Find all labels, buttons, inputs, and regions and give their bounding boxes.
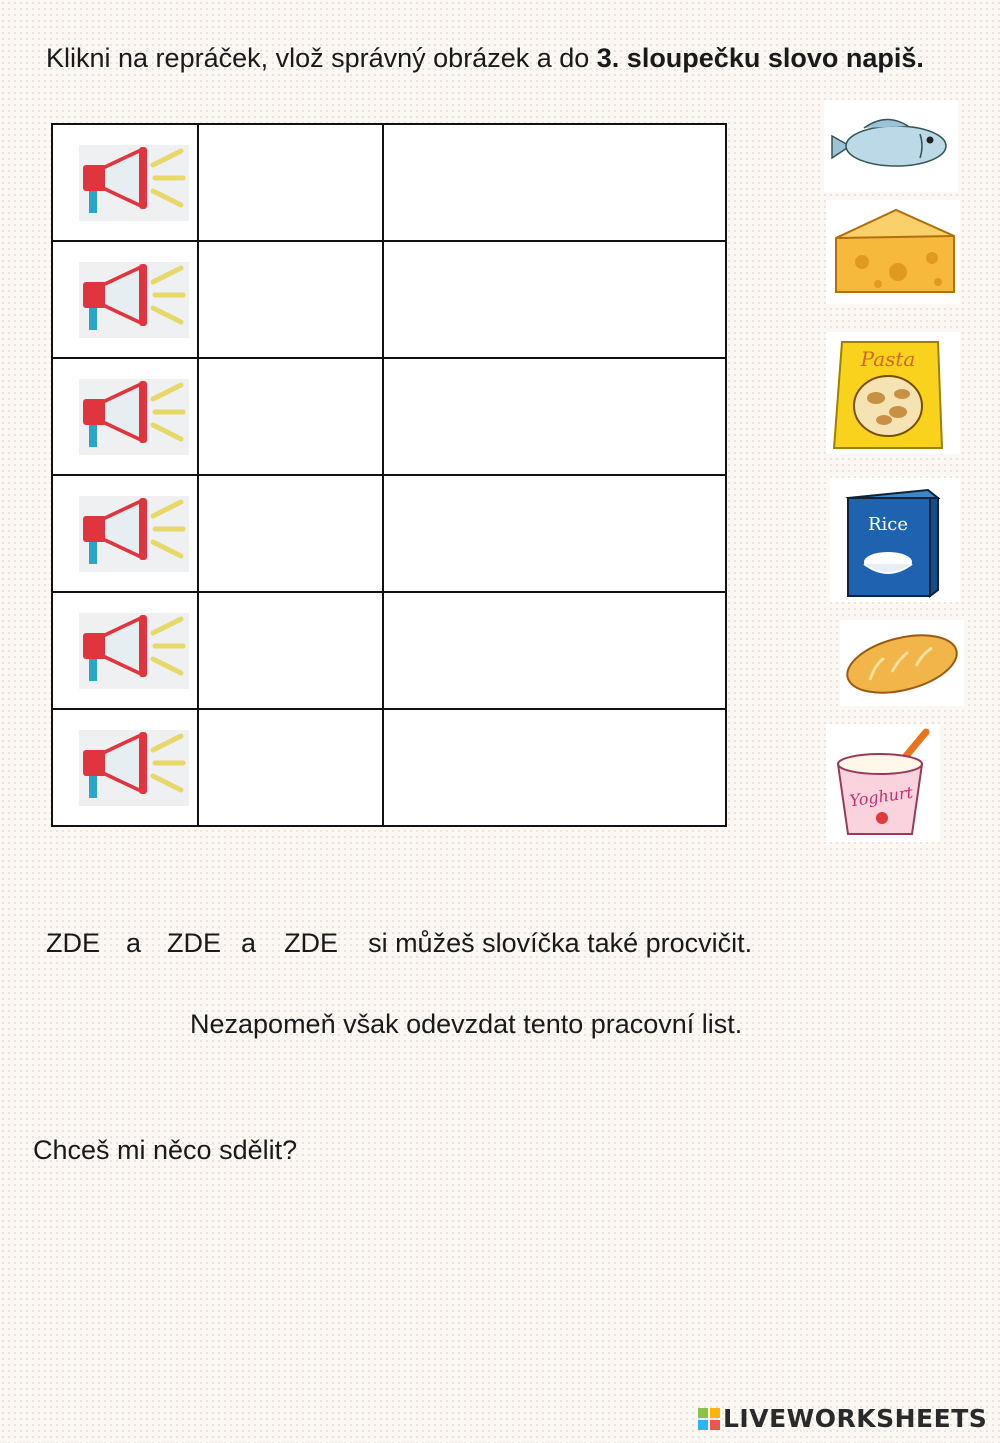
image-drop-cell bbox=[198, 124, 383, 241]
word-cell bbox=[383, 124, 726, 241]
megaphone-icon[interactable] bbox=[79, 262, 189, 338]
image-drop-zone[interactable] bbox=[199, 242, 382, 357]
image-drop-zone[interactable] bbox=[199, 359, 382, 474]
megaphone-icon[interactable] bbox=[79, 496, 189, 572]
word-cell bbox=[383, 358, 726, 475]
image-drop-zone[interactable] bbox=[199, 710, 382, 825]
practice-and-2: a bbox=[241, 928, 257, 958]
practice-line bbox=[46, 928, 752, 959]
image-drop-cell bbox=[198, 709, 383, 826]
word-cell bbox=[383, 241, 726, 358]
cheese-icon[interactable] bbox=[826, 200, 960, 304]
megaphone-icon[interactable] bbox=[79, 379, 189, 455]
yoghurt-label: Yoghurt bbox=[848, 782, 915, 811]
practice-and-1: a bbox=[126, 928, 142, 958]
instruction-plain: Klikni na repráček, vlož správný obrázek a do bbox=[46, 43, 597, 73]
megaphone-icon[interactable] bbox=[79, 730, 189, 806]
word-input[interactable] bbox=[384, 476, 725, 591]
word-input[interactable] bbox=[384, 359, 725, 474]
speaker-cell bbox=[52, 709, 198, 826]
table-row bbox=[52, 358, 726, 475]
message-question: Chceš mi něco sdělit? bbox=[33, 1135, 298, 1165]
practice-link-1[interactable]: ZDE bbox=[46, 928, 100, 958]
table-row bbox=[52, 475, 726, 592]
bread-icon[interactable] bbox=[840, 620, 964, 706]
fish-icon[interactable] bbox=[824, 100, 958, 192]
image-drop-cell bbox=[198, 241, 383, 358]
pasta-label: Pasta bbox=[860, 347, 916, 371]
rice-box-icon[interactable] bbox=[830, 478, 960, 602]
speaker-cell bbox=[52, 124, 198, 241]
megaphone-icon[interactable] bbox=[79, 145, 189, 221]
image-drop-zone[interactable] bbox=[199, 593, 382, 708]
speaker-cell bbox=[52, 358, 198, 475]
pasta-bag-icon[interactable] bbox=[826, 332, 960, 454]
speaker-cell bbox=[52, 475, 198, 592]
reminder-text: Nezapomeň však odevzdat tento pracovní list. bbox=[190, 1009, 743, 1039]
liveworksheets-grid-icon bbox=[697, 1407, 721, 1431]
practice-link-3[interactable]: ZDE bbox=[284, 928, 339, 958]
liveworksheets-logo[interactable] bbox=[697, 1404, 987, 1433]
table-row bbox=[52, 241, 726, 358]
speaker-cell bbox=[52, 592, 198, 709]
image-drop-zone[interactable] bbox=[199, 125, 382, 240]
image-drop-cell bbox=[198, 358, 383, 475]
instruction-bold: 3. sloupečku slovo napiš. bbox=[596, 43, 924, 73]
megaphone-icon[interactable] bbox=[79, 613, 189, 689]
table-row bbox=[52, 124, 726, 241]
practice-link-2[interactable]: ZDE bbox=[167, 928, 222, 958]
table-row bbox=[52, 709, 726, 826]
practice-rest: si můžeš slovíčka také procvičit. bbox=[368, 928, 753, 958]
word-input[interactable] bbox=[384, 125, 725, 240]
word-input[interactable] bbox=[384, 593, 725, 708]
image-drop-cell bbox=[198, 475, 383, 592]
word-input[interactable] bbox=[384, 710, 725, 825]
instruction-text bbox=[46, 38, 926, 78]
image-drop-zone[interactable] bbox=[199, 476, 382, 591]
word-cell bbox=[383, 592, 726, 709]
table-row bbox=[52, 592, 726, 709]
brand-name: LIVEWORKSHEETS bbox=[723, 1404, 988, 1433]
vocabulary-table bbox=[51, 123, 727, 827]
word-cell bbox=[383, 709, 726, 826]
word-cell bbox=[383, 475, 726, 592]
image-drop-cell bbox=[198, 592, 383, 709]
rice-label: Rice bbox=[867, 514, 909, 535]
yoghurt-icon[interactable] bbox=[826, 724, 940, 842]
word-input[interactable] bbox=[384, 242, 725, 357]
speaker-cell bbox=[52, 241, 198, 358]
